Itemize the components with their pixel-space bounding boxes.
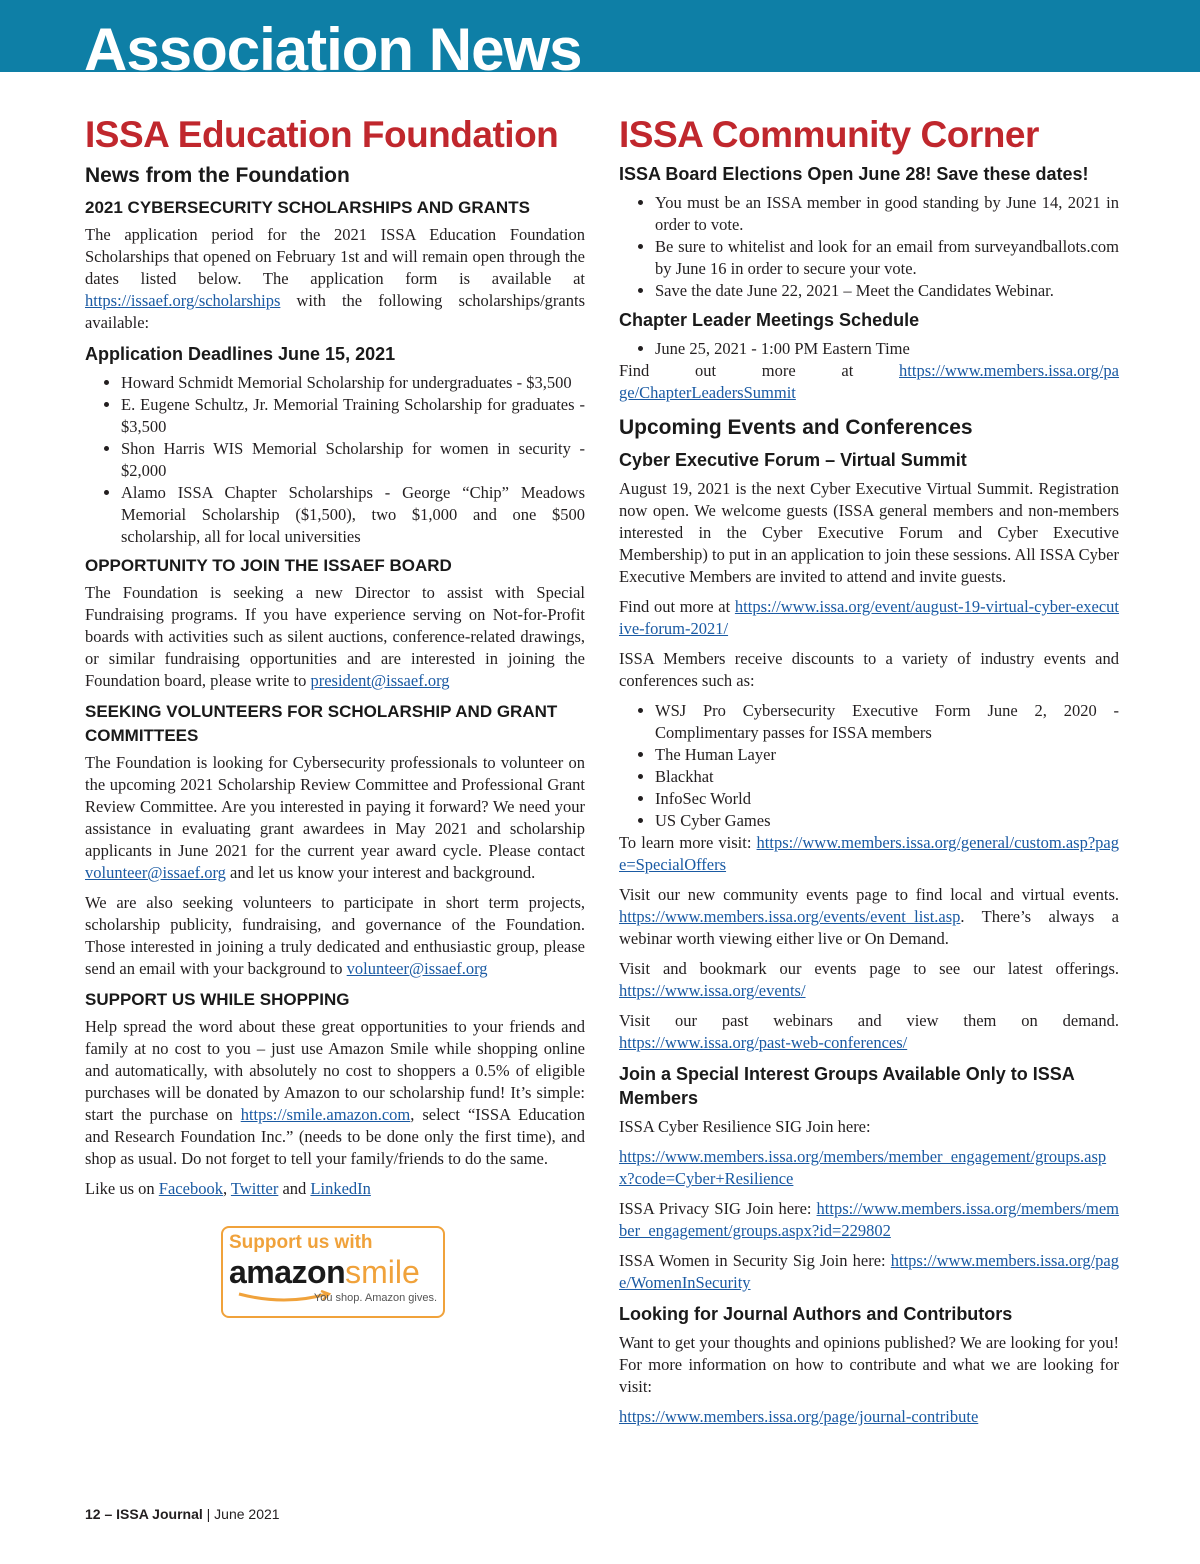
president-email-link[interactable]: president@issaef.org (310, 671, 450, 690)
list-item: • Alamo ISSA Chapter Scholarships - George “Chip” Meadows Memorial Scholarship ($1,500), two $1,000 and one $500 scholarship, all for local universities (121, 482, 585, 548)
footer-page-number: 12 – ISSA Journal (85, 1506, 203, 1522)
volunteers-paragraph-1 (85, 752, 585, 884)
sig-cyber-paragraph (619, 1146, 1119, 1190)
list-item: • Be sure to whitelist and look for an email from surveyandballots.com by June 16 in order to secure your vote. (655, 236, 1119, 280)
elections-heading: ISSA Board Elections Open June 28! Save these dates! (619, 164, 1089, 184)
sig-privacy-text: ISSA Privacy SIG Join here: (619, 1199, 812, 1218)
sig-cyber-link[interactable]: https://www.members.issa.org/members/member_engagement/groups.aspx?code=Cyber+Resilience (619, 1147, 1107, 1188)
list-item: • InfoSec World (655, 788, 1119, 810)
chapter-find-paragraph (619, 360, 1119, 404)
foundation-subtitle: News from the Foundation (85, 164, 350, 187)
past-webinars-link[interactable]: https://www.issa.org/past-web-conferences/ (619, 1033, 908, 1052)
scholarships-heading: 2021 CYBERSECURITY SCHOLARSHIPS AND GRANTS (85, 198, 530, 217)
list-item: • The Human Layer (655, 744, 1119, 766)
board-text: The Foundation is seeking a new Director to assist with Special Fundraising programs. If you have experience serving on Not-for-Profit boards with activities such as silent auctions, conference-related drawings, or similar fundraising opportunities and are interested in joining the Foundation board, please write to (85, 583, 585, 690)
discounts-paragraph: ISSA Members receive discounts to a variety of industry events and conferences such as: (619, 649, 1119, 690)
section-title-foundation: ISSA Education Foundation (85, 114, 559, 155)
volunteers-text-1-end: and let us know your interest and background. (230, 863, 536, 882)
journal-paragraph: Want to get your thoughts and opinions published? We are looking for you! For more information on how to contribute and what we are looking for visit: (619, 1333, 1119, 1396)
forum-paragraph: August 19, 2021 is the next Cyber Executive Virtual Summit. Registration now open. We welcome guests (ISSA general members and non-members interested in the Cyber Executive Forum and Cyber Executive Membership) to put in an application to join these sessions. All ISSA Cyber Executive Members are invited to attend and invite guests. (619, 479, 1120, 586)
header-banner (0, 0, 1200, 72)
amazon-word-a: amazon (229, 1254, 346, 1290)
like-us-text: Like us on (85, 1179, 155, 1198)
twitter-link[interactable]: Twitter (230, 1179, 279, 1198)
facebook-link[interactable]: Facebook (158, 1179, 223, 1198)
list-item: • Howard Schmidt Memorial Scholarship for undergraduates - $3,500 (121, 372, 585, 394)
community-text-1: Visit our new community events page to find local and virtual events. (619, 885, 1119, 904)
scholarships-paragraph (85, 224, 585, 334)
linkedin-link[interactable]: LinkedIn (310, 1179, 371, 1198)
sig-cyber-label: ISSA Cyber Resilience SIG Join here: (619, 1117, 871, 1136)
shopping-heading: SUPPORT US WHILE SHOPPING (85, 990, 350, 1009)
scholarships-text: The application period for the 2021 ISSA Education Foundation Scholarships that opened on February 1st and will remain open through the dates listed below. The application form is available at (85, 225, 585, 288)
event-list-link[interactable]: https://www.members.issa.org/events/event_list.asp (619, 907, 961, 926)
footer-date: June 2021 (214, 1506, 280, 1522)
board-heading: OPPORTUNITY TO JOIN THE ISSAEF BOARD (85, 556, 452, 575)
community-text-3: Visit our past webinars and view them on demand. (619, 1011, 1119, 1030)
list-item: • WSJ Pro Cybersecurity Executive Form June 2, 2020 - Complimentary passes for ISSA members (655, 700, 1119, 744)
amazon-word-b: smile (345, 1254, 420, 1290)
right-column (619, 112, 1119, 1436)
scholarships-link[interactable]: https://issaef.org/scholarships (85, 291, 281, 310)
volunteers-heading: SEEKING VOLUNTEERS FOR SCHOLARSHIP AND GRANT COMMITTEES (85, 702, 558, 745)
left-column (85, 112, 585, 1318)
shopping-paragraph (85, 1016, 585, 1170)
shopping-text: Help spread the word about these great opportunities to your friends and family at no cost to you – just use Amazon Smile while shopping online and automatically, with absolutely no cost to shoppers a 0.5% of eligible purchases will be donated by Amazon to our scholarship fund! It’s simple: start the purchase on (85, 1017, 585, 1124)
community-paragraph-1 (619, 884, 1119, 950)
list-item: • E. Eugene Schultz, Jr. Memorial Training Scholarship for graduates - $3,500 (121, 394, 585, 438)
volunteers-text-1: The Foundation is looking for Cybersecurity professionals to volunteer on the upcoming 2021 Scholarship Review Committee and Professional Grant Review Committee. Are you interested in paying it forward? We need your assistance in evaluating grant awardees in May 2021 and scholarship applicants in June 2021 for the current year award cycle. Please contact (85, 753, 585, 860)
community-text-1-end: . There’s always a webinar worth viewing either live or On Demand. (619, 907, 1119, 948)
sig-women-paragraph (619, 1250, 1119, 1294)
volunteers-text-2: We are also seeking volunteers to participate in short term projects, scholarship publicity, fundraising, and governance of the Foundation. Those interested in joining a truly dedicated and enthusiastic group, please send an email with your background to (85, 893, 585, 978)
volunteers-paragraph-2 (85, 892, 585, 980)
scholarships-text-end: with the following scholarships/grants available: (85, 291, 586, 332)
social-line (85, 1178, 585, 1200)
page-footer (85, 1506, 280, 1522)
learn-more-paragraph (619, 832, 1119, 876)
community-paragraph-2 (619, 958, 1119, 1002)
and-text: and (282, 1179, 307, 1198)
journal-link-paragraph (619, 1406, 1119, 1428)
sig-heading: Join a Special Interest Groups Available Only to ISSA Members (619, 1064, 1075, 1108)
list-item: • Blackhat (655, 766, 1119, 788)
chapter-heading: Chapter Leader Meetings Schedule (619, 310, 920, 330)
volunteer-email-link[interactable]: volunteer@issaef.org (85, 863, 226, 882)
list-item: • Shon Harris WIS Memorial Scholarship for women in security - $2,000 (121, 438, 585, 482)
forum-find-text: Find out more at (619, 597, 731, 616)
list-item: • US Cyber Games (655, 810, 1119, 832)
deadlines-heading: Application Deadlines June 15, 2021 (85, 344, 396, 364)
special-offers-link[interactable]: https://www.members.issa.org/general/custom.asp?page=SpecialOffers (619, 833, 1119, 874)
sig-privacy-link[interactable]: https://www.members.issa.org/members/member_engagement/groups.aspx?id=229802 (619, 1199, 1120, 1240)
elections-list (619, 192, 1119, 302)
separator: , (222, 1179, 228, 1198)
discounts-list (619, 700, 1119, 832)
sig-women-link[interactable]: https://www.members.issa.org/page/WomenInSecurity (619, 1251, 1119, 1292)
journal-heading: Looking for Journal Authors and Contributors (619, 1304, 1013, 1324)
community-paragraph-3 (619, 1010, 1119, 1054)
community-text-2: Visit and bookmark our events page to see our latest offerings. (619, 959, 1119, 978)
chapter-summit-link[interactable]: https://www.members.issa.org/page/ChapterLeadersSummit (619, 361, 1120, 402)
chapter-list (619, 338, 1119, 360)
amazon-smile-link[interactable]: https://smile.amazon.com (240, 1105, 411, 1124)
forum-link[interactable]: https://www.issa.org/event/august-19-virtual-cyber-executive-forum-2021/ (619, 597, 1120, 638)
board-paragraph (85, 582, 585, 692)
page-title: Association News (84, 16, 582, 72)
list-item: • You must be an ISSA member in good standing by June 14, 2021 in order to vote. (655, 192, 1119, 236)
forum-find-paragraph (619, 596, 1119, 640)
amazon-wordmark (229, 1254, 420, 1291)
amazon-tagline: You shop. Amazon gives. (313, 1292, 437, 1304)
section-title-community: ISSA Community Corner (619, 114, 1039, 155)
amazon-logo-top: Support us with (229, 1232, 373, 1253)
sig-women-text: ISSA Women in Security Sig Join here: (619, 1251, 886, 1270)
list-item: • Save the date June 22, 2021 – Meet the Candidates Webinar. (655, 280, 1119, 302)
shopping-text-end: , select “ISSA Education and Research Foundation Inc.” (needs to be done only the first time), and shop as usual. Do not forget to tell your family/friends to do the same. (85, 1105, 586, 1168)
list-item: • June 25, 2021 - 1:00 PM Eastern Time (655, 338, 1119, 360)
learn-more-text: To learn more visit: (619, 833, 752, 852)
events-title: Upcoming Events and Conferences (619, 416, 973, 439)
footer-separator: | (202, 1506, 215, 1522)
volunteer-email-link-2[interactable]: volunteer@issaef.org (346, 959, 488, 978)
amazon-smile-logo[interactable] (221, 1226, 445, 1318)
deadlines-list (85, 372, 585, 548)
journal-contribute-link[interactable]: https://www.members.issa.org/page/journal-contribute (619, 1407, 979, 1426)
events-page-link[interactable]: https://www.issa.org/events/ (619, 981, 806, 1000)
chapter-find-text: Find out more at (619, 361, 854, 380)
sig-privacy-paragraph (619, 1198, 1119, 1242)
forum-heading: Cyber Executive Forum – Virtual Summit (619, 450, 967, 470)
